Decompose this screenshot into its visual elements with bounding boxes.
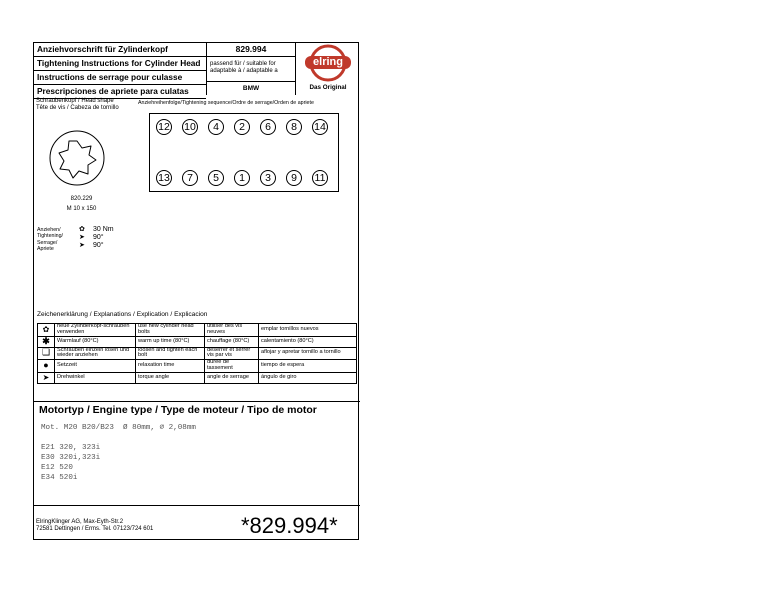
legend-title: Zeichenerklärung / Explanations / Explication / Explicacion [37, 311, 208, 318]
legend-row [38, 360, 357, 373]
torx-head-icon [47, 128, 107, 188]
title-de: Anziehvorschrift für Zylinderkopf [34, 43, 206, 57]
engine-divider [34, 401, 360, 402]
tightening-label-de: Anziehen/ [37, 227, 61, 233]
brand-block [296, 43, 360, 95]
engine-models [41, 443, 100, 483]
brand-tagline: Das Original [309, 84, 347, 91]
company-line2: 72581 Dettingen / Erms. Tel. 07123/724 601 [36, 526, 154, 532]
legend-fr: utiliser des vis neuves [205, 324, 259, 337]
legend-en: use new cylinder head bolts [136, 324, 205, 337]
bolt-position: 9 [286, 170, 302, 186]
title-en: Tightening Instructions for Cylinder Head [34, 57, 206, 71]
bolt-position: 2 [234, 119, 250, 135]
bolt-position: 7 [182, 170, 198, 186]
bolt-size: M 10 x 150 [66, 206, 97, 212]
bolt-position: 11 [312, 170, 328, 186]
engine-model: E34 520i [41, 474, 78, 482]
tightening-label-fr: Serrage/ [37, 239, 58, 246]
bolt-position: 6 [260, 119, 276, 135]
bolt-position: 4 [208, 119, 224, 135]
bolt-position: 5 [208, 170, 224, 186]
bolt-position: 13 [156, 170, 172, 186]
legend-row [38, 336, 357, 347]
legend-row [38, 372, 357, 383]
part-number: 829.994 [207, 43, 295, 57]
legend-fr: durée de tassement [205, 360, 259, 373]
legend-en: loosen and tighten each bolt [136, 347, 205, 360]
bolt-position: 1 [234, 170, 250, 186]
legend-row [38, 347, 357, 360]
cylinder-head-outline [149, 113, 339, 192]
bolt-position: 3 [260, 170, 276, 186]
footer-divider [34, 505, 360, 506]
legend-es: calentamiento (80°C) [259, 336, 357, 347]
legend-de: Schrauben einzeln lösen und wieder anziehen [55, 347, 136, 360]
bolt-position: 14 [312, 119, 328, 135]
angle-icon: ➤ [79, 242, 85, 249]
step-torque: 30 Nm [93, 226, 114, 233]
legend-de: Drehwinkel [55, 372, 136, 383]
angle-icon: ➤ [79, 234, 85, 241]
company-line1: ElringKlinger AG, Max-Eyth-Str.2 [36, 519, 124, 525]
warm-up-icon: ✱ [38, 336, 55, 347]
bolt-position: 10 [182, 119, 198, 135]
brand-name: elring [313, 56, 343, 68]
bolt-number: 820.229 [70, 196, 93, 202]
new-bolts-icon: ✿ [38, 324, 55, 337]
legend-en: torque angle [136, 372, 205, 383]
engine-spec: Mot. M20 B20/B23 Ø 80mm, ⌀ 2,08mm [41, 424, 196, 432]
make-label: BMW [207, 81, 295, 95]
suitable-for-line1: passend für / suitable for [210, 61, 276, 67]
legend-de: Warmlauf (80°C) [55, 336, 136, 347]
sequence-label: Anziehreihenfolge/Tightening sequence/Ordre de serrage/Orden de apriete [138, 100, 314, 106]
tightening-label-es: Apriete [37, 245, 54, 252]
legend-fr: angle de serrage [205, 372, 259, 383]
company-address [36, 519, 153, 533]
step-angle-2: 90° [93, 242, 104, 249]
suitable-for-line2: adaptable à / adaptable a [210, 68, 278, 74]
loosen-tighten-icon: ❑ [38, 347, 55, 360]
legend-es: tiempo de espera [259, 360, 357, 373]
legend-fr: chauffage (80°C) [205, 336, 259, 347]
legend-table [37, 323, 357, 384]
bolt-position: 8 [286, 119, 302, 135]
engine-title: Motortyp / Engine type / Type de moteur / Tipo de motor [39, 404, 317, 416]
instruction-sheet [33, 42, 359, 540]
legend-de: neue Zylinderkopf-schrauben verwenden [55, 324, 136, 337]
engine-model: E21 320, 323i [41, 444, 101, 452]
new-bolts-icon: ✿ [79, 226, 85, 233]
step-angle-1: 90° [93, 234, 104, 241]
engine-model: E30 320i,323i [41, 454, 101, 462]
legend-de: Setzzeit [55, 360, 136, 373]
legend-es: ángulo de giro [259, 372, 357, 383]
legend-en: warm up time (80°C) [136, 336, 205, 347]
engine-model: E12 520 [41, 464, 73, 472]
legend-es: aflojar y apretar tornillo a tornillo [259, 347, 357, 360]
relaxation-icon: ● [38, 360, 55, 373]
part-number-block [206, 43, 296, 95]
head-shape-label [36, 98, 119, 112]
head-shape-label-line1: Schraubenkopf / Head shape [36, 98, 114, 104]
barcode-text: *829.994* [241, 513, 338, 538]
tightening-labels [37, 227, 63, 252]
legend-es: emplar tornillos nuevos [259, 324, 357, 337]
title-es: Prescripciones de apriete para culatas [34, 85, 206, 99]
title-fr: Instructions de serrage pour culasse [34, 71, 206, 85]
torque-angle-icon: ➤ [38, 372, 55, 383]
bolt-position: 12 [156, 119, 172, 135]
legend-fr: deserrer et serrer vis par vis [205, 347, 259, 360]
legend-row [38, 324, 357, 337]
head-shape-label-line2: Tête de vis / Cabeza de tornillo [36, 105, 119, 111]
legend-en: relaxation time [136, 360, 205, 373]
title-block [34, 43, 206, 95]
tightening-steps [79, 226, 114, 250]
tightening-label-en: Tightening/ [37, 233, 64, 240]
